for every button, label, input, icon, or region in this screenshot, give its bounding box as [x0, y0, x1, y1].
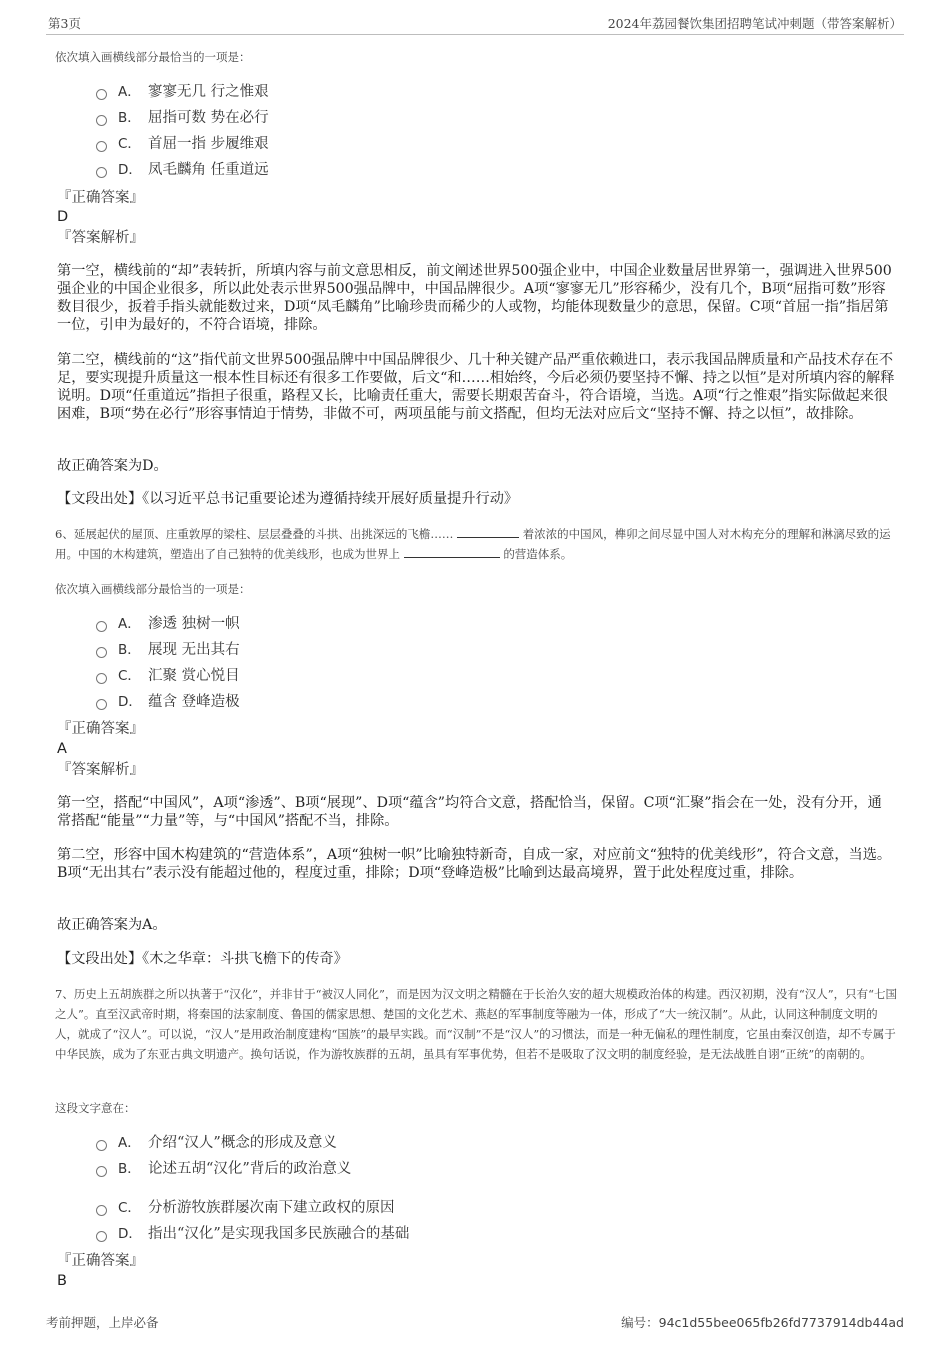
- option-text: 蕴含 登峰造极: [148, 694, 240, 710]
- q7-option-a[interactable]: [96, 1131, 337, 1155]
- option-letter: C．: [118, 136, 141, 152]
- option-letter: A．: [118, 616, 141, 632]
- option-text: 首屈一指 步履维艰: [148, 136, 269, 152]
- q6-option-b[interactable]: [96, 638, 240, 662]
- radio-icon[interactable]: [96, 167, 107, 178]
- q7-answer-label: 『正确答案』: [57, 1253, 144, 1269]
- q5-option-b[interactable]: [96, 106, 269, 130]
- q5-analysis-paragraph-2: 第二空，横线前的“这”指代前文世界500强品牌中中国品牌很少、几十种关键产品严重依赖进口，表示我国品牌质量和产品技术存在不足，要实现提升质量这一根本性目标还有很多工作要做，后文“和……相始终，今后必须仍要坚持不懈、持之以恒”是对所填内容的解释说明。D项“任重道远”指担子很重，路程又长，比喻责任重大，需要长期艰苦奋斗，符合语境，当选。A项“行之惟艰”指实际做起来很困难，B项“势在必行”形容事情迫于情势，非做不可，两项虽能与前文搭配，但均无法对应后文“坚持不懈、持之以恒”，故排除。: [57, 352, 895, 422]
- radio-icon[interactable]: [96, 1166, 107, 1177]
- q6-analysis-paragraph-1: 第一空，搭配“中国风”，A项“渗透”、B项“展现”、D项“蕴含”均符合文意，搭配恰当，保留。C项“汇聚”指会在一处，没有分开，通常搭配“能量”“力量”等，与“中国风”搭配不当，排除。: [57, 795, 882, 829]
- page-number: 第3页: [48, 16, 81, 31]
- option-letter: D．: [118, 1226, 142, 1242]
- radio-icon[interactable]: [96, 673, 107, 684]
- option-text: 渗透 独树一帜: [148, 616, 240, 632]
- document-code: [621, 1313, 904, 1331]
- q5-option-a[interactable]: [96, 80, 269, 104]
- q6-analysis-paragraph-2: 第二空，形容中国木构建筑的“营造体系”，A项“独树一帜”比喻独特新奇，自成一家，对应前文“独特的优美线形”，符合文意，当选。B项“无出其右”表示没有能超过他的，程度过重，排除；D项“登峰造极”比喻到达最高境界，置于此处程度过重，排除。: [57, 847, 892, 881]
- option-text: 展现 无出其右: [148, 642, 240, 658]
- q6-answer-label: 『正确答案』: [57, 721, 144, 737]
- q5-answer: D: [57, 209, 69, 225]
- q7-answer: B: [57, 1273, 67, 1289]
- q6-stem-part-2: 着浓浓的中国风，榫卯之间尽显中国人对木构充分的理解和淋漓尽致的运用。中国的木构建筑，塑造出了自己独特的优美线形，也成为世界上: [55, 527, 891, 561]
- option-letter: B．: [118, 110, 141, 126]
- radio-icon[interactable]: [96, 115, 107, 126]
- option-letter: D．: [118, 694, 142, 710]
- q7-stem: 7、历史上五胡族群之所以执著于“汉化”，并非甘于“被汉人同化”，而是因为汉文明之精髓在于长治久安的超大规模政治体的构建。西汉初期，没有“汉人”，只有“七国之人”。直至汉武帝时期，将秦国的法家制度、鲁国的儒家思想、楚国的文化艺术、燕赵的军事制度等融为一体，形成了“大一统汉制”。从此，认同这种制度文明的人，就成了“汉人”。可以说，“汉人”是用政治制度建构“国族”的最早实践。而“汉制”不是“汉人”的习惯法，而是一种无偏私的理性制度，它虽由秦汉创造，却不专属于中华民族，成为了东亚古典文明遗产。换句话说，作为游牧族群的五胡，虽具有军事优势，但若不是吸取了汉文明的制度经验，是无法战胜自诩“正统”的南朝的。: [55, 987, 897, 1061]
- footer-slogan: 考前押题，上岸必备: [46, 1315, 159, 1330]
- option-letter: C．: [118, 668, 141, 684]
- q5-source: 【文段出处】《以习近平总书记重要论述为遵循持续开展好质量提升行动》: [57, 491, 519, 507]
- radio-icon[interactable]: [96, 141, 107, 152]
- option-text: 指出“汉化”是实现我国多民族融合的基础: [148, 1226, 410, 1242]
- q6-option-d[interactable]: [96, 690, 240, 714]
- option-text: 屈指可数 势在必行: [148, 110, 269, 126]
- q5-answer-label: 『正确答案』: [57, 190, 144, 206]
- q7-option-c[interactable]: [96, 1196, 395, 1220]
- blank-line: [457, 525, 519, 538]
- option-text: 凤毛麟角 任重道远: [148, 162, 269, 178]
- q5-prompt: 依次填入画横线部分最恰当的一项是：: [55, 50, 251, 64]
- q5-option-d[interactable]: [96, 158, 269, 182]
- option-text: 论述五胡“汉化”背后的政治意义: [148, 1161, 352, 1177]
- page-header: [46, 12, 904, 35]
- q6-answer: A: [57, 741, 67, 757]
- radio-icon[interactable]: [96, 1205, 107, 1216]
- q6-option-a[interactable]: [96, 612, 240, 636]
- q7-option-b[interactable]: [96, 1157, 351, 1181]
- radio-icon[interactable]: [96, 89, 107, 100]
- code-label: 编号：: [621, 1315, 659, 1330]
- q5-analysis-label: 『答案解析』: [57, 230, 144, 246]
- q6-stem-part-1: 6、延展起伏的屋顶、庄重敦厚的梁柱、层层叠叠的斗拱、出挑深远的飞檐……: [55, 527, 454, 541]
- radio-icon[interactable]: [96, 1140, 107, 1151]
- q6-prompt: 依次填入画横线部分最恰当的一项是：: [55, 582, 251, 596]
- option-letter: B．: [118, 642, 141, 658]
- q6-option-c[interactable]: [96, 664, 240, 688]
- radio-icon[interactable]: [96, 699, 107, 710]
- option-text: 介绍“汉人”概念的形成及意义: [148, 1135, 337, 1151]
- q5-option-c[interactable]: [96, 132, 269, 156]
- q6-stem: [55, 524, 900, 564]
- q6-analysis-label: 『答案解析』: [57, 762, 144, 778]
- option-text: 寥寥无几 行之惟艰: [148, 84, 269, 100]
- radio-icon[interactable]: [96, 647, 107, 658]
- q6-conclusion: 故正确答案为A。: [57, 917, 167, 933]
- option-text: 汇聚 赏心悦目: [148, 668, 240, 684]
- code-value: 94c1d55bee065fb26fd7737914db44ad: [658, 1315, 904, 1330]
- q6-source: 【文段出处】《木之华章：斗拱飞檐下的传奇》: [57, 951, 348, 967]
- document-title: 2024年荔园餐饮集团招聘笔试冲刺题（带答案解析）: [607, 16, 902, 31]
- q7-option-d[interactable]: [96, 1222, 409, 1246]
- option-text: 分析游牧族群屡次南下建立政权的原因: [148, 1200, 395, 1216]
- page-footer: [46, 1313, 904, 1331]
- option-letter: A．: [118, 1135, 141, 1151]
- radio-icon[interactable]: [96, 1231, 107, 1242]
- option-letter: A．: [118, 84, 141, 100]
- option-letter: D．: [118, 162, 142, 178]
- blank-line: [404, 545, 500, 558]
- q5-analysis-paragraph-1: 第一空，横线前的“却”表转折，所填内容与前文意思相反，前文阐述世界500强企业中，中国企业数量居世界第一，强调进入世界500强企业的中国企业很多，所以此处表示世界500强品牌中，中国品牌很少。A项“寥寥无几”形容稀少，没有几个，B项“屈指可数”形容数目很少，扳着手指头就能数过来，D项“凤毛麟角”比喻珍贵而稀少的人或物，均能体现数量少的意思，保留。C项“首屈一指”指居第一位，引申为最好的，不符合语境，排除。: [57, 263, 892, 333]
- option-letter: C．: [118, 1200, 141, 1216]
- option-letter: B．: [118, 1161, 141, 1177]
- q5-conclusion: 故正确答案为D。: [57, 458, 168, 474]
- radio-icon[interactable]: [96, 621, 107, 632]
- q7-prompt: 这段文字意在：: [55, 1101, 136, 1115]
- q6-stem-part-3: 的营造体系。: [503, 547, 573, 561]
